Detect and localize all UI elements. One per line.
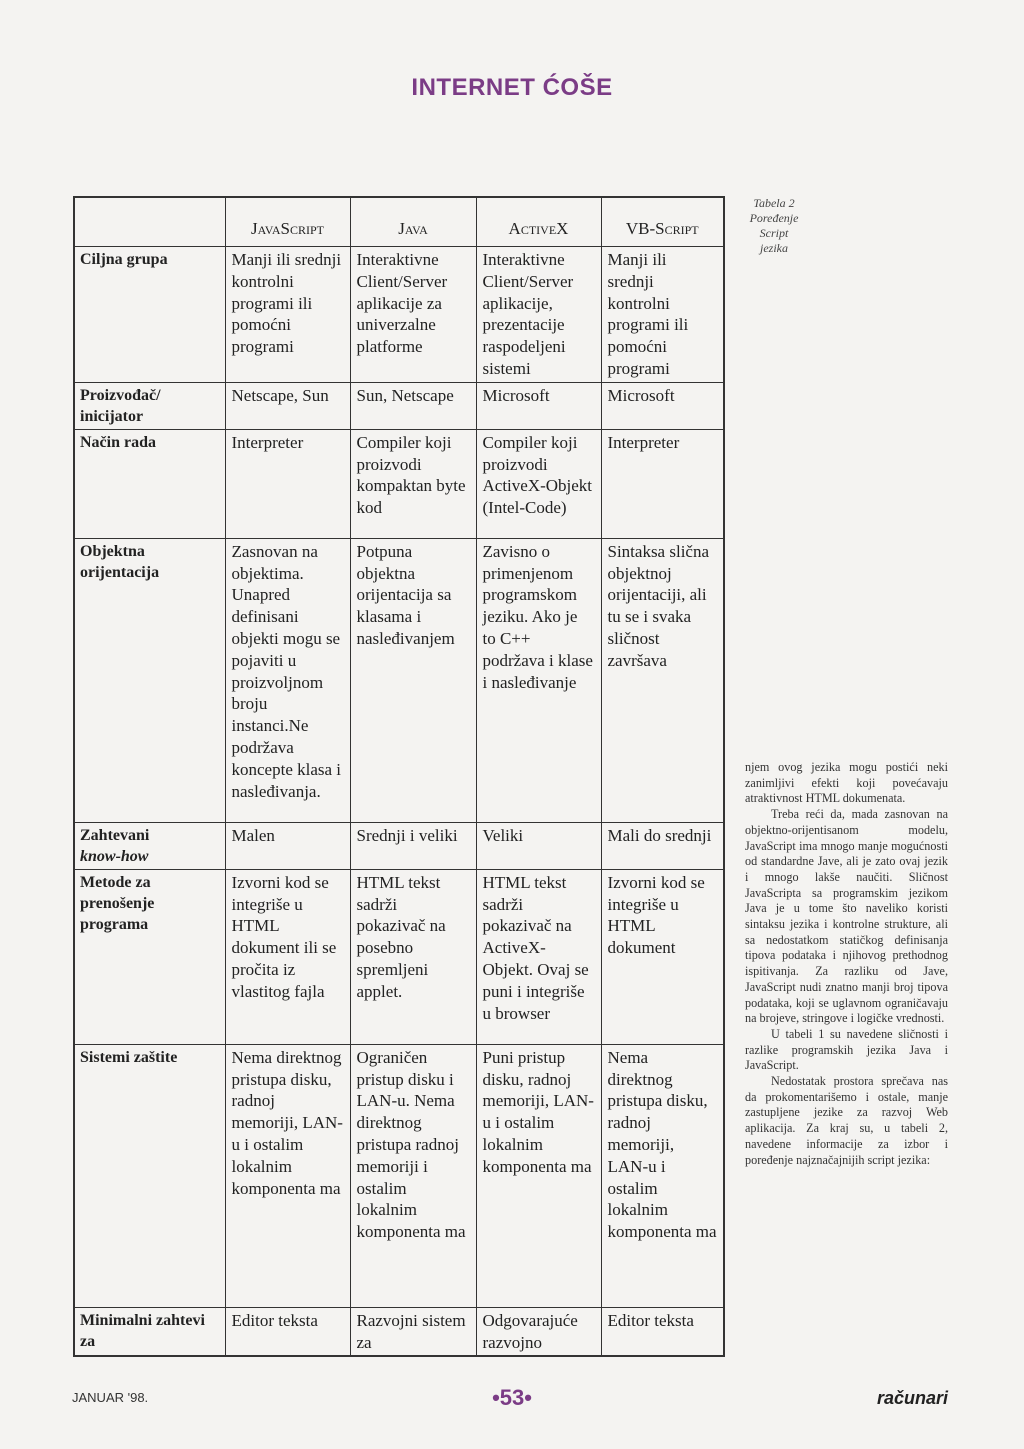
column-header: Java xyxy=(350,197,476,247)
table-cell: Izvorni kod se integriše u HTML dokument ili se pročita iz vlastitog fajla xyxy=(225,869,350,1044)
table-cell: Editor teksta xyxy=(601,1307,724,1356)
table-cell: Zasnovan na objektima. Unapred definisani objekti mogu se pojaviti u proizvoljnom broju instanci.Ne podržava koncepte klasa i nasleđivanja. xyxy=(225,538,350,822)
table-cell: Zavisno o primenjenom programskom jeziku. Ako je to C++ podržava i klase i nasleđivanje xyxy=(476,538,601,822)
table-cell: Malen xyxy=(225,822,350,869)
page-number: •53• xyxy=(492,1385,532,1410)
row-header: Sistemi zaštite xyxy=(74,1044,225,1307)
issue-date: JANUAR '98. xyxy=(72,1390,149,1405)
table-cell: Microsoft xyxy=(476,382,601,429)
table-cell: Netscape, Sun xyxy=(225,382,350,429)
row-header: Metode za prenošenje programa xyxy=(74,869,225,1044)
table-cell: Manji ili srednji kontrolni programi ili pomoćni programi xyxy=(601,247,724,383)
article-paragraph: U tabeli 1 su navedene sličnosti i razlike programskih jezika Java i JavaScript. xyxy=(745,1026,948,1073)
table-cell: Manji ili srednji kontrolni programi ili pomoćni programi xyxy=(225,247,350,383)
row-header xyxy=(74,822,225,869)
row-header-italic: know-how xyxy=(80,847,149,865)
table-cell: Sun, Netscape xyxy=(350,382,476,429)
table-cell: Odgovarajuće razvojno xyxy=(476,1307,601,1356)
comparison-table xyxy=(73,196,725,1357)
table-row xyxy=(74,247,724,383)
table-cell: Editor teksta xyxy=(225,1307,350,1356)
table-cell: Ograničen pristup disku i LAN-u. Nema direktnog pristupa radnoj memoriji i ostalim lokalnim komponenta ma xyxy=(350,1044,476,1307)
table-cell: Interaktivne Client/Server aplikacije za univerzalne platforme xyxy=(350,247,476,383)
row-header: Objektna orijentacija xyxy=(74,538,225,822)
table-row xyxy=(74,1307,724,1356)
row-header: Minimalni zahtevi za xyxy=(74,1307,225,1356)
table-cell: Microsoft xyxy=(601,382,724,429)
table-row xyxy=(74,429,724,538)
table-cell: Mali do srednji xyxy=(601,822,724,869)
caption-line: Poređenje xyxy=(749,211,799,225)
row-header: Način rada xyxy=(74,429,225,538)
column-header: VB-Script xyxy=(601,197,724,247)
table-row xyxy=(74,1044,724,1307)
table-cell: HTML tekst sadrži pokazivač na ActiveX-Objekt. Ovaj se puni i integriše u browser xyxy=(476,869,601,1044)
table-cell: Interaktivne Client/Server aplikacije, prezentacije raspodeljeni sistemi xyxy=(476,247,601,383)
article-paragraph: njem ovog jezika mogu postići neki zanimljivi efekti koji povećavaju atraktivnost HTML dokumenata. xyxy=(745,760,948,806)
table-cell: Izvorni kod se integriše u HTML dokument xyxy=(601,869,724,1044)
section-header: INTERNET ĆOŠE xyxy=(411,74,613,101)
table-cell: Interpreter xyxy=(601,429,724,538)
table-cell: Razvojni sistem za xyxy=(350,1307,476,1356)
table-row xyxy=(74,869,724,1044)
magazine-name: računari xyxy=(876,1388,948,1408)
caption-line: jezika xyxy=(760,241,788,255)
corner-cell xyxy=(74,197,225,247)
column-header: ActiveX xyxy=(476,197,601,247)
table-row xyxy=(74,538,724,822)
caption-line: Tabela 2 xyxy=(753,196,795,210)
table-cell: Puni pristup disku, radnoj memoriji, LAN-u i ostalim lokalnim komponenta ma xyxy=(476,1044,601,1307)
table-cell: Interpreter xyxy=(225,429,350,538)
caption-line: Script xyxy=(759,226,789,240)
table-cell: Nema direktnog pristupa disku, radnoj memoriji, LAN-u i ostalim lokalnim komponenta ma xyxy=(225,1044,350,1307)
table-cell: Compiler koji proizvodi kompaktan byte kod xyxy=(350,429,476,538)
table-caption xyxy=(736,196,812,256)
table-header-row xyxy=(74,197,724,247)
row-header-text: Zahtevani xyxy=(80,826,150,844)
sidebar-article xyxy=(745,760,948,1168)
article-paragraph: Treba reći da, mada zasnovan na objektno-orijentisanom modelu, JavaScript ima mnogo manje mogućnosti od standardne Jave, ali je zato ovaj jezik i mnogo lakše naučiti. Sličnost JavaScripta sa programskim jezikom Java je u tome što naveliko koristi sintaksu jezika i kontrolne strukture, ali sa nedostatkom statičkog definisanja tipova podataka i njihovog prethodnog ispitivanja. Za razliku od Jave, JavaScript nudi znatno manji broj tipova podataka, koji se uglavnom ograničavaju na brojeve, stringove i logičke vrednosti. xyxy=(745,807,948,1026)
table-cell: Srednji i veliki xyxy=(350,822,476,869)
table-row xyxy=(74,822,724,869)
table-cell: HTML tekst sadrži pokazivač na posebno spremljeni applet. xyxy=(350,869,476,1044)
table-cell: Nema direktnog pristupa disku, radnoj memoriji, LAN-u i ostalim lokalnim komponenta ma xyxy=(601,1044,724,1307)
table-cell: Sintaksa slična objektnoj orijentaciji, ali tu se i svaka sličnost završava xyxy=(601,538,724,822)
table-row xyxy=(74,382,724,429)
row-header: Ciljna grupa xyxy=(74,247,225,383)
row-header: Proizvođač/ inicijator xyxy=(74,382,225,429)
column-header: JavaScript xyxy=(225,197,350,247)
table-cell: Veliki xyxy=(476,822,601,869)
table-cell: Compiler koji proizvodi ActiveX-Objekt (Intel-Code) xyxy=(476,429,601,538)
table-cell: Potpuna objektna orijentacija sa klasama i nasleđivanjem xyxy=(350,538,476,822)
article-paragraph: Nedostatak prostora sprečava nas da prokomentarišemo i ostale, manje zastupljene jezike za razvoj Web aplikacija. Za kraj su, u tabeli 2, navedene informacije za izbor i poređenje najznačajnijih script jezika: xyxy=(745,1074,948,1167)
